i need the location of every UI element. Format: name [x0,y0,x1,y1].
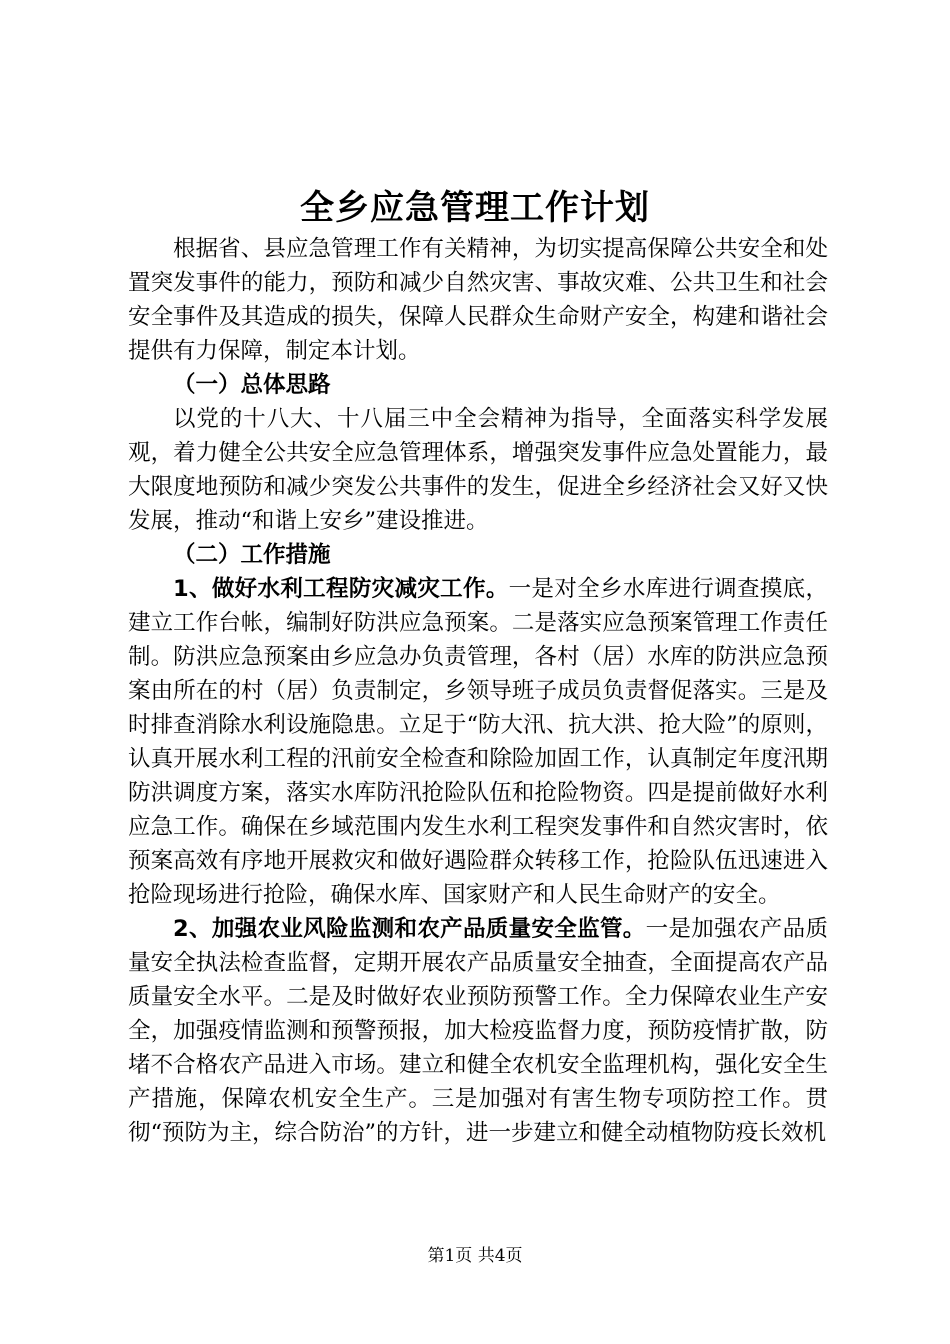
measure-item-2-lead: 2、加强农业风险监测和农产品质量安全监管。 [173,916,646,942]
document-title: 全乡应急管理工作计划 [300,188,650,228]
measure-item-2 [128,912,828,1150]
measure-item-1 [128,572,828,912]
section-paragraph-overall: 以党的十八大、十八届三中全会精神为指导，全面落实科学发展观，着力健全公共安全应急管理体系，增强突发事件应急处置能力，最大限度地预防和减少突发公共事件的发生，促进全乡经济社会又好又快发展，推动“和谐上安乡”建设推进。 [128,406,828,534]
measure-item-1-text: 一是对全乡水库进行调查摸底，建立工作台帐，编制好防洪应急预案。二是落实应急预案管理工作责任制。防洪应急预案由乡应急办负责管理，各村（居）水库的防洪应急预案由所在的村（居）负责制定，乡领导班子成员负责督促落实。三是及时排查消除水利设施隐患。立足于“防大汛、抗大洪、抢大险”的原则，认真开展水利工程的汛前安全检查和除险加固工作，认真制定年度汛期防洪调度方案，落实水库防汛抢险队伍和抢险物资。四是提前做好水利应急工作。确保在乡域范围内发生水利工程突发事件和自然灾害时，依预案高效有序地开展救灾和做好遇险群众转移工作，抢险队伍迅速进入抢险现场进行抢险，确保水库、国家财产和人民生命财产的安全。 [128,576,828,908]
section-heading-measures: （二）工作措施 [173,542,331,568]
section-heading-overall: （一）总体思路 [173,372,331,398]
page-footer: 第1页 共4页 [427,1246,523,1266]
measure-item-2-text: 一是加强农产品质量安全执法检查监督，定期开展农产品质量安全抽查，全面提高农产品质量安全水平。二是及时做好农业预防预警工作。全力保障农业生产安全，加强疫情监测和预警预报，加大检疫监督力度，预防疫情扩散，防堵不合格农产品进入市场。建立和健全农机安全监理机构，强化安全生产措施，保障农机安全生产。三是加强对有害生物专项防控工作。贯彻“预防为主，综合防治”的方针，进一步建立和健全动植物防疫长效机 [128,916,828,1146]
measure-item-1-lead: 1、做好水利工程防灾减灾工作。 [173,576,509,602]
document-body [128,232,828,1150]
intro-paragraph: 根据省、县应急管理工作有关精神，为切实提高保障公共安全和处置突发事件的能力，预防和减少自然灾害、事故灾难、公共卫生和社会安全事件及其造成的损失，保障人民群众生命财产安全，构建和谐社会提供有力保障，制定本计划。 [128,236,828,364]
